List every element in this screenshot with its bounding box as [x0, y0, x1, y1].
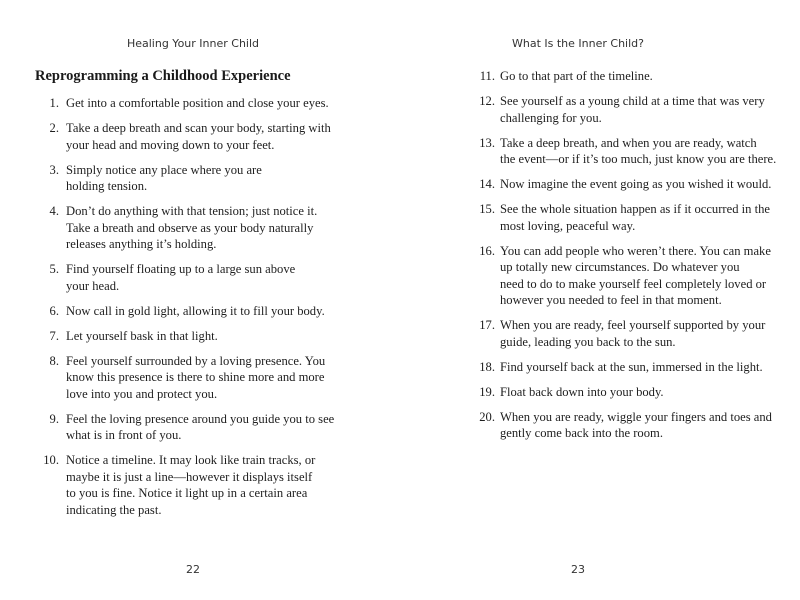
list-item	[440, 317, 776, 350]
item-number: 19.	[479, 384, 495, 399]
list-item	[0, 452, 334, 518]
item-text-line: Find yourself back at the sun, immersed in the light.	[500, 359, 763, 374]
item-number: 4.	[49, 204, 59, 218]
item-text	[66, 120, 334, 153]
item-number: 1.	[49, 96, 59, 110]
item-text	[66, 303, 334, 320]
item-text-line: Simply notice any place where you are	[66, 162, 262, 177]
item-text-line: know this presence is there to shine more and more	[66, 370, 325, 384]
list-item	[440, 135, 776, 168]
item-text	[66, 328, 334, 345]
item-text-line: need to do to make yourself feel completely loved or	[500, 276, 767, 291]
item-text-line: gently come back into the room.	[500, 426, 663, 440]
item-text-line: Get into a comfortable position and close your eyes.	[66, 96, 329, 110]
item-text	[500, 93, 776, 126]
item-text-line: Find yourself floating up to a large sun above	[66, 262, 296, 276]
list-item	[0, 120, 334, 153]
item-text-line: See the whole situation happen as if it occurred in the	[500, 202, 770, 216]
item-text	[500, 317, 776, 350]
item-text	[66, 353, 334, 403]
item-number: 16.	[479, 243, 495, 258]
item-text-line: Take a breath and observe as your body naturally	[66, 220, 314, 235]
item-text-line: up totally new circumstances. Do whatever you	[500, 260, 740, 274]
item-text-line: maybe it is just a line—however it displays itself	[66, 469, 313, 484]
list-item	[0, 95, 334, 112]
item-number: 8.	[49, 353, 59, 368]
item-number: 10.	[43, 453, 59, 467]
list-item	[440, 409, 776, 442]
list-item	[0, 353, 334, 403]
item-number: 9.	[49, 411, 59, 426]
list-item	[0, 261, 334, 294]
list-item	[440, 201, 776, 234]
list-item	[0, 162, 334, 195]
item-text-line: to you is fine. Notice it light up in a certain area	[66, 486, 308, 500]
item-number: 13.	[479, 135, 495, 150]
item-text-line: challenging for you.	[500, 110, 602, 125]
list-item	[440, 68, 776, 85]
list-item	[0, 203, 334, 253]
item-text-line: Now imagine the event going as you wished it would.	[500, 177, 772, 191]
item-text	[500, 176, 776, 193]
list-item	[440, 359, 776, 376]
list-item	[0, 411, 334, 444]
item-text-line: Take a deep breath and scan your body, starting with	[66, 121, 331, 135]
item-text-line: Now call in gold light, allowing it to fill your body.	[66, 303, 325, 318]
item-number: 20.	[479, 409, 495, 424]
item-number: 7.	[49, 328, 59, 343]
running-head-right: What Is the Inner Child?	[512, 37, 644, 50]
item-number: 5.	[49, 262, 59, 276]
item-text-line: Float back down into your body.	[500, 384, 664, 399]
item-text-line: your head.	[66, 278, 120, 293]
item-text	[66, 95, 334, 112]
item-text	[500, 359, 776, 376]
item-text	[500, 68, 776, 85]
item-text-line: holding tension.	[66, 179, 148, 193]
item-text	[500, 243, 776, 309]
page-number-left: 22	[186, 563, 200, 576]
item-number: 15.	[479, 202, 495, 216]
item-number: 11.	[479, 69, 495, 83]
item-text-line: See yourself as a young child at a time that was very	[500, 94, 765, 108]
item-text-line: When you are ready, wiggle your fingers and toes and	[500, 409, 772, 424]
item-text-line: the event—or if it’s too much, just know you are there.	[500, 152, 777, 166]
item-text	[66, 162, 334, 195]
item-text-line: most loving, peaceful way.	[500, 218, 636, 233]
item-text-line: Feel yourself surrounded by a loving presence. You	[66, 353, 326, 368]
item-text-line: Let yourself bask in that light.	[66, 328, 218, 343]
list-item	[0, 303, 334, 320]
item-text-line: however you needed to feel in that moment.	[500, 293, 722, 307]
numbered-list-right	[440, 68, 776, 450]
item-text-line: your head and moving down to your feet.	[66, 137, 275, 152]
item-text	[66, 261, 334, 294]
list-item	[440, 93, 776, 126]
item-number: 12.	[479, 94, 495, 108]
item-text-line: Don’t do anything with that tension; just notice it.	[66, 204, 318, 218]
item-text-line: Feel the loving presence around you guide you to see	[66, 411, 335, 426]
list-item	[440, 243, 776, 309]
page-number-right: 23	[571, 563, 585, 576]
item-text	[66, 203, 334, 253]
item-text	[66, 452, 334, 518]
section-heading: Reprogramming a Childhood Experience	[35, 68, 291, 84]
item-text-line: Take a deep breath, and when you are ready, watch	[500, 135, 757, 150]
item-number: 3.	[49, 162, 59, 177]
item-text-line: Notice a timeline. It may look like train tracks, or	[66, 453, 316, 467]
item-text-line: When you are ready, feel yourself supported by your	[500, 318, 766, 332]
running-head-left: Healing Your Inner Child	[126, 37, 260, 50]
list-item	[440, 384, 776, 401]
item-number: 6.	[49, 303, 59, 318]
item-text	[500, 384, 776, 401]
list-item	[440, 176, 776, 193]
item-number: 2.	[49, 121, 59, 135]
item-text-line: Go to that part of the timeline.	[500, 69, 653, 83]
item-text	[66, 411, 334, 444]
item-text	[500, 135, 776, 168]
item-number: 17.	[479, 318, 495, 332]
list-item	[0, 328, 334, 345]
item-text-line: what is in front of you.	[66, 428, 182, 442]
item-text-line: love into you and protect you.	[66, 386, 218, 401]
item-number: 18.	[479, 359, 495, 374]
item-text	[500, 201, 776, 234]
item-text	[500, 409, 776, 442]
numbered-list-left	[0, 95, 334, 527]
item-text-line: guide, leading you back to the sun.	[500, 334, 676, 349]
item-text-line: indicating the past.	[66, 502, 162, 517]
item-text-line: releases anything it’s holding.	[66, 237, 217, 251]
item-text-line: You can add people who weren’t there. You can make	[500, 243, 771, 258]
item-number: 14.	[479, 177, 495, 191]
